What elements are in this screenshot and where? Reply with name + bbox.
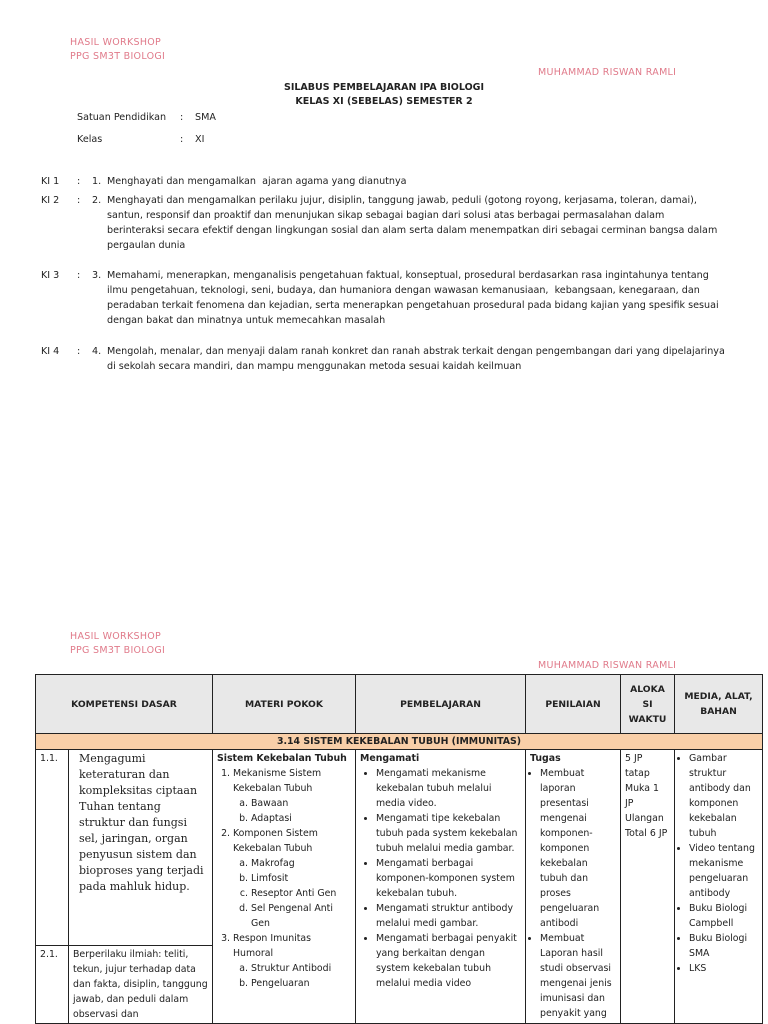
penilaian-title: Tugas bbox=[530, 753, 561, 764]
info-separator: : bbox=[180, 112, 184, 123]
ki-text-line: di sekolah secara mandiri, dan mampu menggunakan metoda sesuai kaidah keilmuan bbox=[107, 361, 522, 372]
header-kd: KOMPETENSI DASAR bbox=[36, 675, 213, 734]
ki-text-line: santun, responsif dan proaktif dan menunjukan sikap sebagai bagian dari solusi atas berbagai permasalahan dalam bbox=[107, 210, 665, 221]
program-label-2: PPG SM3T BIOLOGI bbox=[70, 645, 166, 656]
media-item: • Buku Biologi SMA bbox=[689, 931, 758, 961]
materi-item bbox=[233, 766, 351, 826]
ki-text-line: Menghayati dan mengamalkan ajaran agama yang dianutnya bbox=[107, 176, 407, 187]
program-label: PPG SM3T BIOLOGI bbox=[70, 51, 166, 62]
doc-subtitle: KELAS XI (SEBELAS) SEMESTER 2 bbox=[295, 96, 473, 107]
workshop-label: HASIL WORKSHOP bbox=[70, 37, 162, 48]
header-materi: MATERI POKOK bbox=[213, 675, 356, 734]
materi-item bbox=[233, 931, 351, 991]
ki-label: KI 4 bbox=[41, 346, 60, 357]
ki-text-line: ilmu pengetahuan, teknologi, seni, budaya, dan humaniora dengan wawasan kemanusiaan, kebangsaan, kenegaraan, dan bbox=[107, 285, 700, 296]
info-label: Satuan Pendidikan bbox=[77, 112, 167, 123]
ki-number: 1. bbox=[92, 176, 102, 187]
materi-subitem: c. Reseptor Anti Gen bbox=[251, 886, 351, 901]
pembelajaran-item: • Mengamati struktur antibody melalui medi gambar. bbox=[376, 901, 521, 931]
info-separator: : bbox=[180, 134, 184, 145]
ki-label: KI 1 bbox=[41, 176, 60, 187]
header-penilaian: PENILAIAN bbox=[526, 675, 621, 734]
section-title: 3.14 SISTEM KEKEBALAN TUBUH (IMMUNITAS) bbox=[36, 734, 763, 750]
ki-number: 4. bbox=[92, 346, 102, 357]
materi-sublist bbox=[233, 856, 351, 931]
ki-number: 3. bbox=[92, 270, 102, 281]
materi-subitem: d. Sel Pengenal Anti Gen bbox=[251, 901, 351, 931]
media-item: • LKS bbox=[689, 961, 758, 976]
info-value: XI bbox=[195, 134, 205, 145]
pembelajaran-item: • Mengamati berbagai komponen-komponen system kekebalan tubuh. bbox=[376, 856, 521, 901]
penilaian-item: • Membuat Laporan hasil studi observasi mengenai jenis imunisasi dan penyakit yang bbox=[540, 931, 616, 1021]
ki-separator: : bbox=[77, 346, 81, 357]
materi-cell bbox=[213, 750, 356, 1024]
materi-item-label: Komponen Sistem Kekebalan Tubuh bbox=[233, 828, 318, 854]
kd-number: 1.1. bbox=[36, 750, 69, 946]
materi-title: Sistem Kekebalan Tubuh bbox=[217, 753, 347, 764]
ki-text-line: peradaban terkait fenomena dan kejadian, serta menerapkan pengetahuan prosedural pada bidang kajian yang spesifik sesuai bbox=[107, 300, 719, 311]
materi-subitem: a. Makrofag bbox=[251, 856, 351, 871]
alokasi-cell: 5 JP tatap Muka 1 JP Ulangan Total 6 JP bbox=[621, 750, 675, 1024]
pembelajaran-title: Mengamati bbox=[360, 753, 420, 764]
penilaian-cell bbox=[526, 750, 621, 1024]
materi-subitem: b. Limfosit bbox=[251, 871, 351, 886]
penilaian-item: • Membuat laporan presentasi mengenai komponen-komponen kekebalan tubuh dan proses pengeluaran antibodi bbox=[540, 766, 616, 931]
pembelajaran-item: • Mengamati mekanisme kekebalan tubuh melalui media video. bbox=[376, 766, 521, 811]
media-item: • Buku Biologi Campbell bbox=[689, 901, 758, 931]
ki-text-line: Mengolah, menalar, dan menyaji dalam ranah konkret dan ranah abstrak terkait dengan pengembangan dari yang dipelajarinya bbox=[107, 346, 725, 357]
materi-subitem: b. Pengeluaran bbox=[251, 976, 351, 991]
ki-number: 2. bbox=[92, 195, 102, 206]
media-item: • Gambar struktur antibody dan komponen kekebalan tubuh bbox=[689, 751, 758, 841]
materi-subitem: a. Struktur Antibodi bbox=[251, 961, 351, 976]
kd-text: Mengagumi keteraturan dan kompleksitas ciptaan Tuhan tentang struktur dan fungsi sel, jaringan, organ penyusun sistem dan bioproses yang terjadi pada mahluk hidup. bbox=[69, 750, 213, 946]
info-label: Kelas bbox=[77, 134, 103, 145]
media-cell bbox=[675, 750, 763, 1024]
materi-subitem: a. Bawaan bbox=[251, 796, 351, 811]
syllabus-table bbox=[35, 674, 763, 1024]
ki-separator: : bbox=[77, 176, 81, 187]
ki-text-line: Memahami, menerapkan, menganalisis pengetahuan faktual, konseptual, prosedural berdasarkan rasa ingintahunya tentang bbox=[107, 270, 709, 281]
header-pembelajaran: PEMBELAJARAN bbox=[356, 675, 526, 734]
ki-text-line: dengan bakat dan minatnya untuk memecahkan masalah bbox=[107, 315, 386, 326]
ki-separator: : bbox=[77, 195, 81, 206]
doc-title: SILABUS PEMBELAJARAN IPA BIOLOGI bbox=[283, 82, 484, 93]
ki-label: KI 2 bbox=[41, 195, 60, 206]
materi-subitem: b. Adaptasi bbox=[251, 811, 351, 826]
info-value: SMA bbox=[195, 112, 216, 123]
author-name: MUHAMMAD RISWAN RAMLI bbox=[538, 67, 677, 78]
kd-text: Berperilaku ilmiah: teliti, tekun, jujur terhadap data dan fakta, disiplin, tanggung jawab, dan peduli dalam observasi dan bbox=[69, 946, 213, 1024]
materi-item-label: Mekanisme Sistem Kekebalan Tubuh bbox=[233, 768, 322, 794]
pembelajaran-cell bbox=[356, 750, 526, 1024]
ki-text-line: Menghayati dan mengamalkan perilaku jujur, disiplin, tanggung jawab, peduli (gotong royong, kerjasama, toleran, damai), bbox=[107, 195, 697, 206]
media-item: • Video tentang mekanisme pengeluaran antibody bbox=[689, 841, 758, 901]
kd-number: 2.1. bbox=[36, 946, 69, 1024]
author-name-2: MUHAMMAD RISWAN RAMLI bbox=[538, 660, 677, 671]
ki-separator: : bbox=[77, 270, 81, 281]
header-media: MEDIA, ALAT, BAHAN bbox=[675, 675, 763, 734]
pembelajaran-item: • Mengamati tipe kekebalan tubuh pada system kekebalan tubuh melalui media gambar. bbox=[376, 811, 521, 856]
materi-sublist bbox=[233, 796, 351, 826]
ki-text-line: pergaulan dunia bbox=[107, 240, 186, 251]
materi-sublist bbox=[233, 961, 351, 991]
materi-item-label: Respon Imunitas Humoral bbox=[233, 933, 312, 959]
workshop-label-2: HASIL WORKSHOP bbox=[70, 631, 162, 642]
ki-text-line: berinteraksi secara efektif dengan lingkungan sosial dan alam serta dalam menempatkan diri sebagai cerminan bangsa dalam bbox=[107, 225, 718, 236]
table-header-row bbox=[36, 675, 763, 734]
header-alokasi: ALOKA SI WAKTU bbox=[621, 675, 675, 734]
ki-label: KI 3 bbox=[41, 270, 60, 281]
materi-item bbox=[233, 826, 351, 931]
pembelajaran-item: • Mengamati berbagai penyakit yang berkaitan dengan system kekebalan tubuh melalui media video bbox=[376, 931, 521, 991]
